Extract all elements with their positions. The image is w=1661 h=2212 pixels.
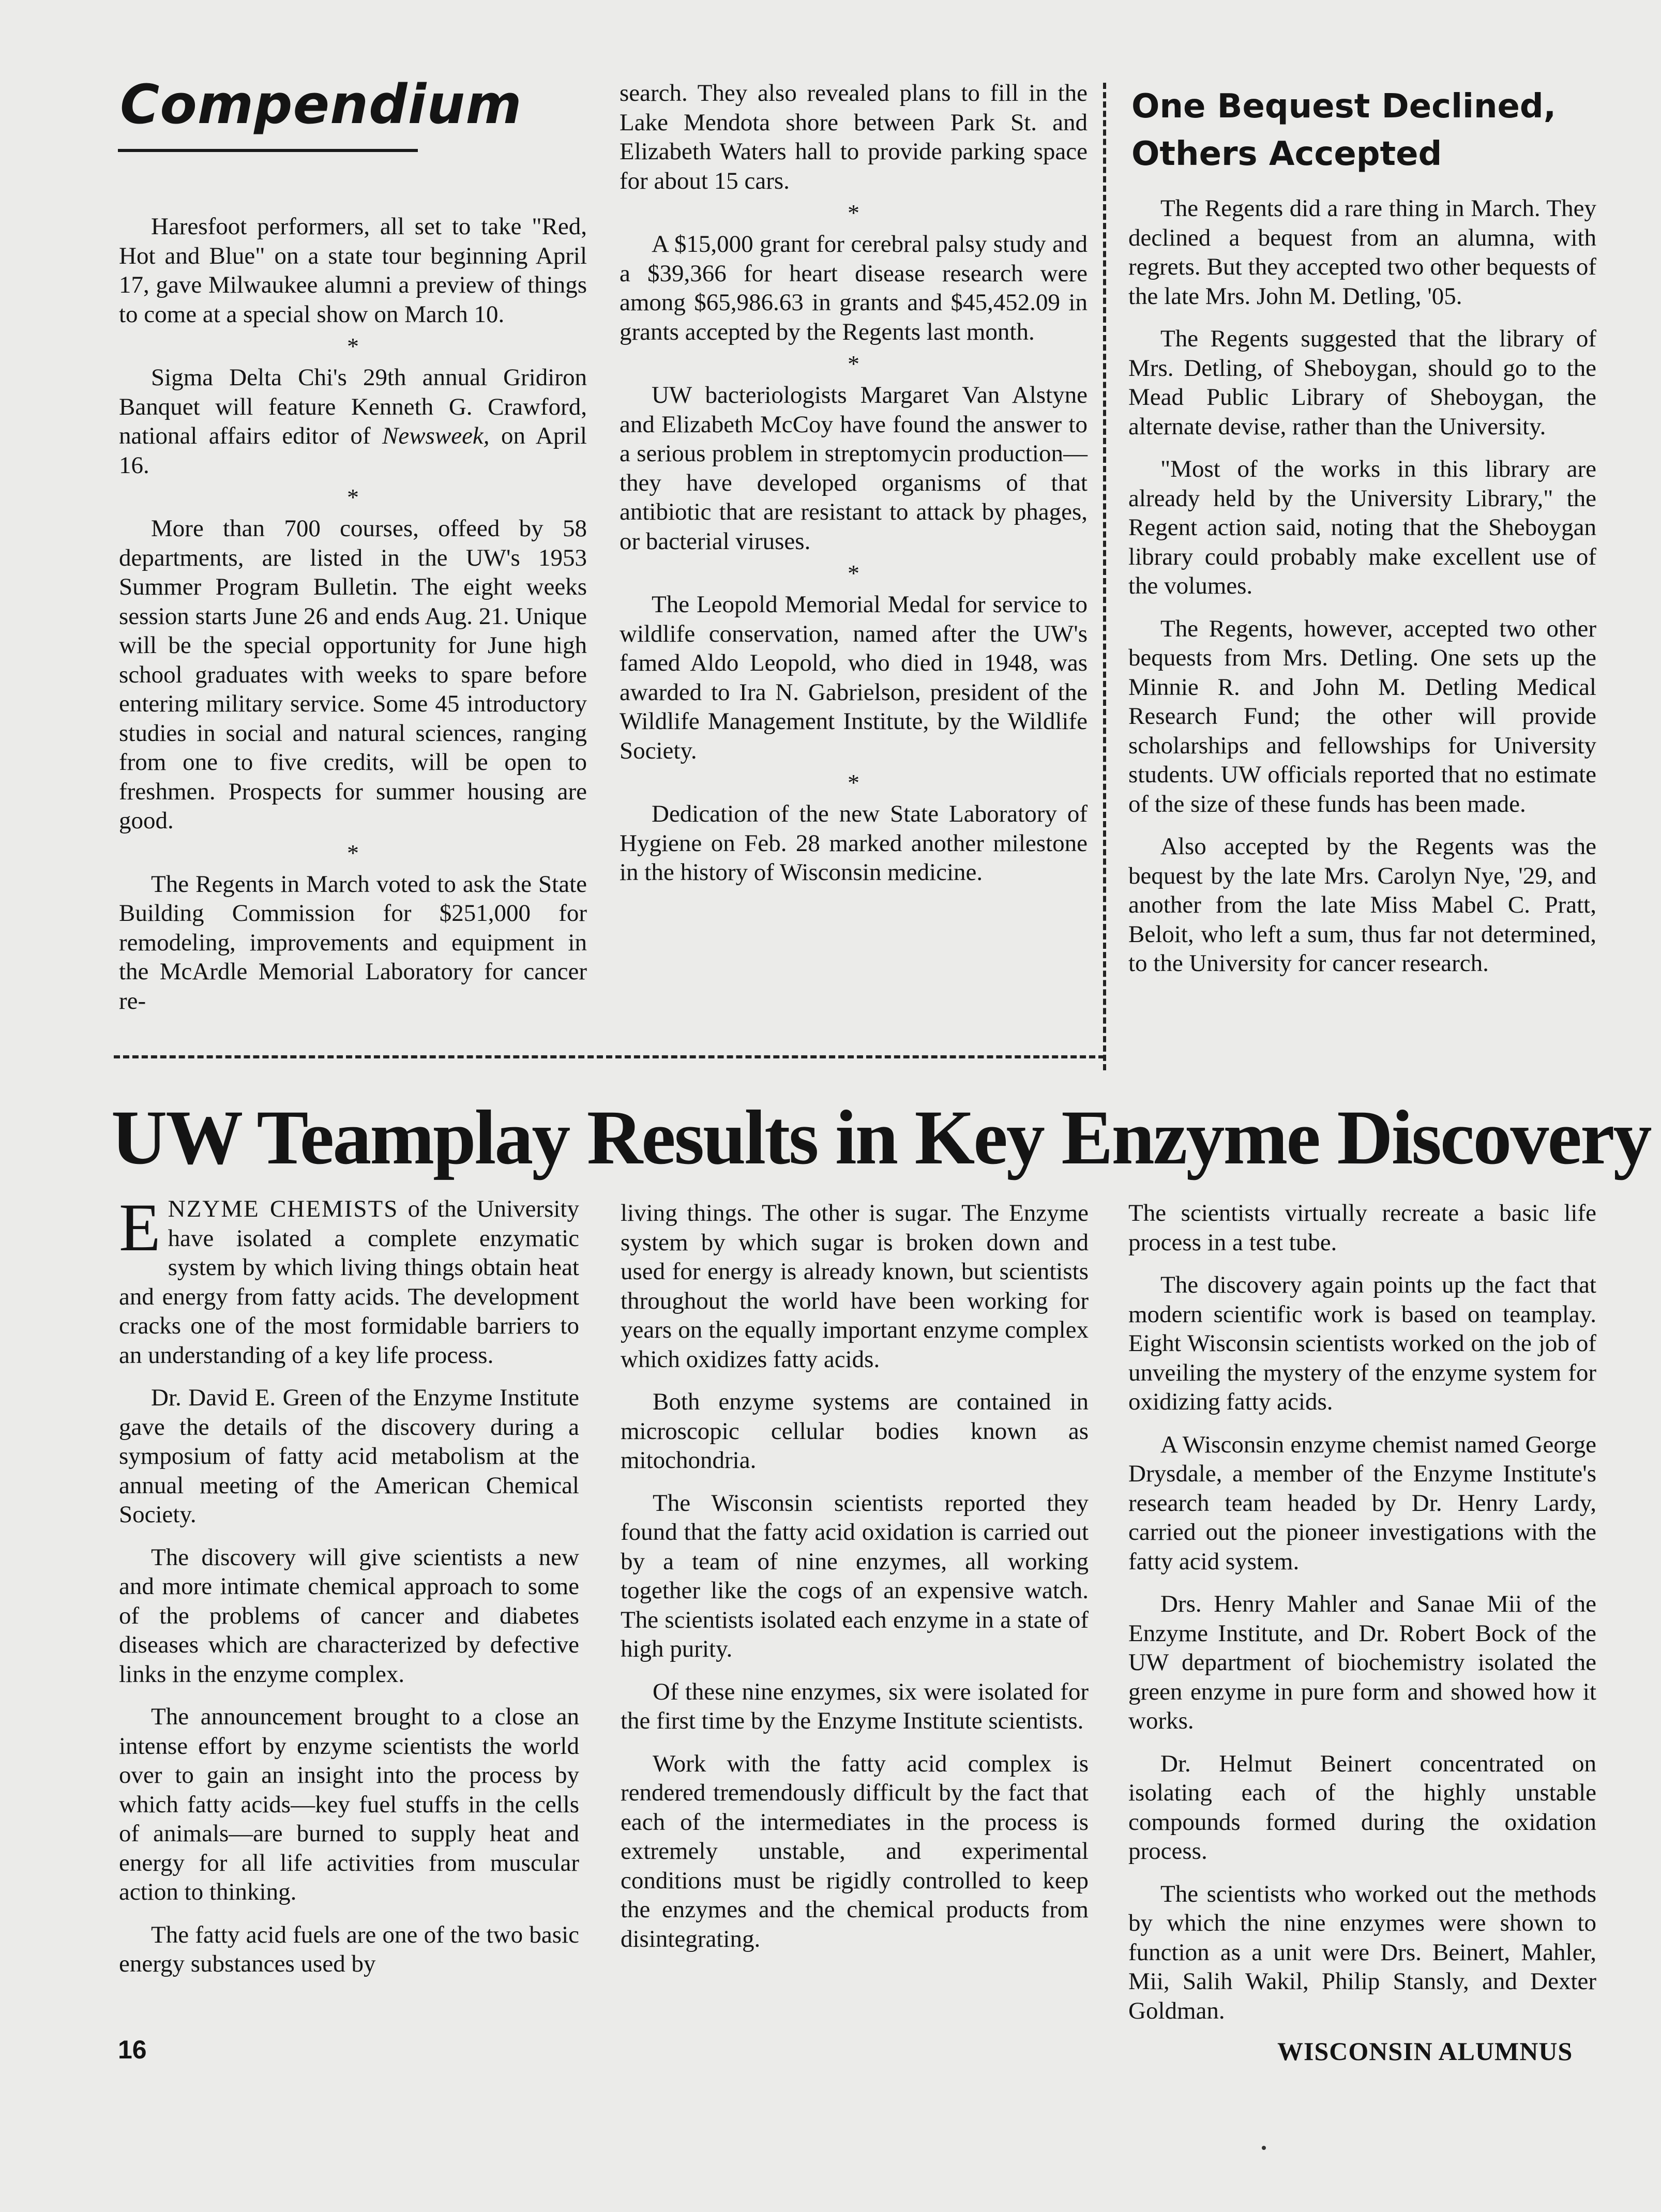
compendium-item: The Regents in March voted to ask the State Building Commission for $251,000 for remodeling, improvements and equipment in the McArdle Memorial Laboratory for cancer re- <box>119 870 587 1014</box>
article-paragraph: Both enzyme systems are contained in microscopic cellular bodies known as mitochondria. <box>621 1388 1089 1474</box>
article-column-3 <box>1128 1199 1596 2039</box>
article-paragraph: The scientists who worked out the methods by which the nine enzymes were shown to function as a unit were Drs. Beinert, Mahler, Mii, Salih Wakil, Philip Stansly, and Dexter Goldman. <box>1128 1880 1596 2024</box>
compendium-title: Compendium <box>120 73 522 136</box>
article-paragraph: Drs. Henry Mahler and Sanae Mii of the Enzyme Institute, and Dr. Robert Bock of the UW department of biochemistry isolated the green enzyme in pure form and showed how it works. <box>1128 1590 1596 1734</box>
compendium-item: The Leopold Memorial Medal for service to wildlife conservation, named after the UW's famed Aldo Leopold, who died in 1948, was awarded to Ira N. Gabrielson, president of the Wildlife Management Institute, by the Wildlife Society. <box>620 591 1088 764</box>
compendium-item: UW bacteriologists Margaret Van Alstyne and Elizabeth McCoy have found the answer to a serious problem in streptomycin production—they have developed organisms of that antibiotic that are resistant to attack by phages, or bacterial viruses. <box>620 382 1088 555</box>
article-paragraph: Of these nine enzymes, six were isolated for the first time by the Enzyme Institute scientists. <box>621 1678 1089 1734</box>
article-column-1 <box>119 1189 579 1992</box>
title-underline <box>118 149 418 152</box>
publication-name: Newsweek, <box>382 422 490 449</box>
compendium-column-1 <box>119 212 587 1029</box>
print-speck <box>1262 2146 1266 2150</box>
article-paragraph: The discovery again points up the fact that modern scientific work is based on teamplay. Eight Wisconsin scientists worked on the job of unveiling the mystery of the enzyme system for oxidizing fatty acids. <box>1128 1271 1596 1415</box>
article-paragraph: The scientists virtually recreate a basic life process in a test tube. <box>1128 1200 1596 1256</box>
lead-caps: NZYME CHEMISTS <box>168 1195 399 1222</box>
lead-text: of the University have isolated a complete enzymatic system by which living things obtain heat and energy from fatty acids. The development cracks one of the most formidable barriers to an understanding of a key life process. <box>119 1195 579 1369</box>
bequest-headline: One Bequest Declined, Others Accepted <box>1131 87 1557 173</box>
drop-cap: E <box>119 1189 161 1265</box>
compendium-item-text-end: on April 16. <box>119 422 587 479</box>
article-paragraph: The announcement brought to a close an intense effort by enzyme scientists the world over to gain an insight into the process by which fatty acids—key fuel stuffs in the cells of animals—are burned to supply heat and energy for all life activities from muscular action to thinking. <box>119 1703 579 1905</box>
bequest-paragraph: The Regents, however, accepted two other bequests from Mrs. Detling. One sets up the Minnie R. and John M. Detling Medical Research Fund; the other will provide scholarships and fellowships for University students. UW officials reported that no estimate of the size of these funds has been made. <box>1128 615 1596 817</box>
article-column-2 <box>621 1199 1089 1967</box>
compendium-item: More than 700 courses, offeed by 58 departments, are listed in the UW's 1953 Summer Program Bulletin. The eight weeks session starts June 26 and ends Aug. 21. Unique will be the special opportunity for June high school graduates with weeks to spare before entering military service. Some 45 introductory studies in social and natural sciences, ranging from one to five credits, will be open to freshmen. Prospects for summer housing are good. <box>119 515 587 834</box>
article-paragraph: Dr. David E. Green of the Enzyme Institute gave the details of the discovery during a symposium of fatty acid metabolism at the annual meeting of the American Chemical Society. <box>119 1384 579 1528</box>
compendium-item: Haresfoot performers, all set to take "Red, Hot and Blue" on a state tour beginning April 17, gave Milwaukee alumni a preview of things to come at a special show on March 10. <box>119 213 587 328</box>
compendium-item-continued: search. They also revealed plans to fill in the Lake Mendota shore between Park St. and Elizabeth Waters hall to provide parking space for about 15 cars. <box>620 80 1088 194</box>
item-separator: * <box>848 351 859 377</box>
article-paragraph: Dr. Helmut Beinert concentrated on isolating each of the highly unstable compounds formed during the oxidation process. <box>1128 1750 1596 1865</box>
item-separator: * <box>347 333 359 359</box>
bequest-column <box>1128 194 1596 992</box>
bequest-paragraph: "Most of the works in this library are already held by the University Library," the Regent action said, noting that the Sheboygan library could probably make excellent use of the volumes. <box>1128 456 1596 599</box>
article-paragraph-continued: living things. The other is sugar. The Enzyme system by which sugar is broken down and used for energy is already known, but scientists throughout the world have been working for years on the equally important enzyme complex which oxidizes fatty acids. <box>621 1200 1089 1373</box>
compendium-column-2 <box>620 79 1088 901</box>
bequest-paragraph: The Regents did a rare thing in March. They declined a bequest from an alumna, with regrets. But they accepted two other bequests of the late Mrs. John M. Detling, '05. <box>1128 195 1596 310</box>
compendium-item: A $15,000 grant for cerebral palsy study and a $39,366 for heart disease research were among $65,986.63 in grants and $45,452.09 in grants accepted by the Regents last month. <box>620 231 1088 345</box>
article-paragraph: The discovery will give scientists a new and more intimate chemical approach to some of the problems of cancer and diabetes diseases which are characterized by defective links in the enzyme complex. <box>119 1543 579 1688</box>
item-separator: * <box>347 839 359 866</box>
compendium-item: Dedication of the new State Laboratory of Hygiene on Feb. 28 marked another milestone in the history of Wisconsin medicine. <box>620 800 1088 886</box>
article-paragraph: The Wisconsin scientists reported they found that the fatty acid oxidation is carried out by a team of nine enzymes, all working together like the cogs of an expensive watch. The scientists isolated each enzyme in a state of high purity. <box>621 1489 1089 1662</box>
article-paragraph: A Wisconsin enzyme chemist named George Drysdale, a member of the Enzyme Institute's research team headed by Dr. Henry Lardy, carried out the pioneer investigations with the fatty acid system. <box>1128 1431 1596 1575</box>
page-number: 16 <box>118 2035 147 2064</box>
article-lead-paragraph <box>119 1189 579 1370</box>
item-separator: * <box>347 484 359 510</box>
magazine-name: WISCONSIN ALUMNUS <box>1277 2037 1573 2066</box>
bequest-paragraph: Also accepted by the Regents was the bequest by the late Mrs. Carolyn Nye, '29, and another from the late Miss Mabel C. Pratt, Beloit, who left a sum, thus far not determined, to the University for cancer research. <box>1128 833 1596 977</box>
compendium-item <box>119 363 587 480</box>
box-border-vertical <box>1103 83 1106 1070</box>
bequest-paragraph: The Regents suggested that the library of Mrs. Detling, of Sheboygan, should go to the Mead Public Library of Sheboygan, the alternate devise, rather than the University. <box>1128 325 1596 440</box>
item-separator: * <box>848 560 859 586</box>
article-paragraph: Work with the fatty acid complex is rendered tremendously difficult by the fact that each of the intermediates in the process is extremely unstable, and experimental conditions must be rigidly controlled to keep the enzymes and the chemical products from disintegrating. <box>621 1750 1089 1952</box>
box-border-horizontal <box>114 1055 1105 1058</box>
article-headline: UW Teamplay Results in Key Enzyme Discovery <box>111 1095 1651 1180</box>
item-separator: * <box>848 200 859 226</box>
compendium-item-text: Sigma Delta Chi's 29th annual Gridiron Banquet will feature Kenneth G. Crawford, national affairs editor of <box>119 364 587 449</box>
article-paragraph: The fatty acid fuels are one of the two basic energy substances used by <box>119 1921 579 1977</box>
item-separator: * <box>848 769 859 796</box>
